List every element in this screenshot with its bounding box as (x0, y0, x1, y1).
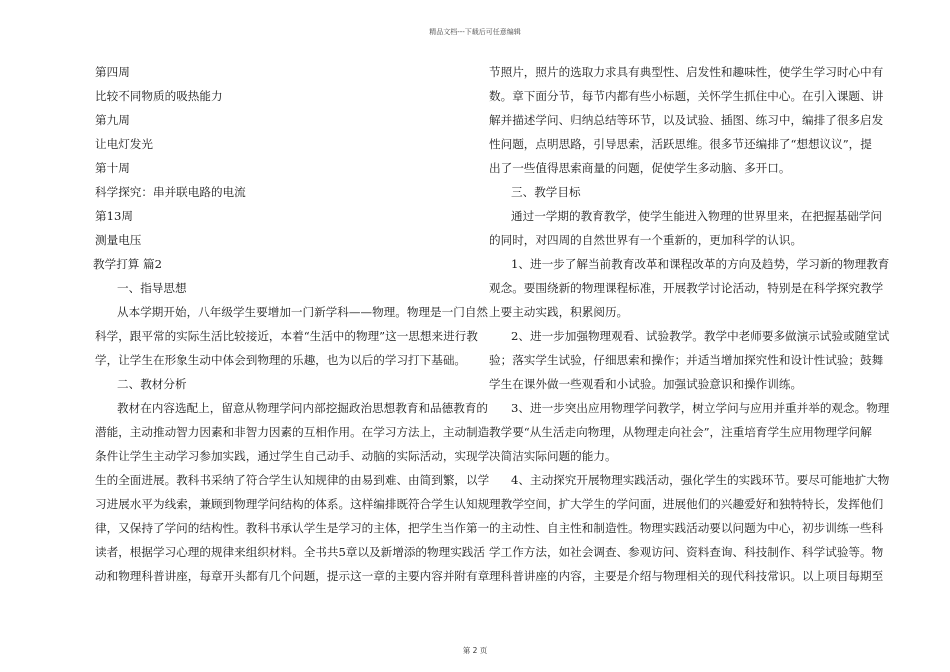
page-number: 第 2 页 (462, 646, 488, 655)
text-line: 生的全面进展。教科书采纳了符合学生认知规律的由易到难、由简到繁，以学 (95, 473, 490, 487)
text-line: 2、进一步加强物理观看、试验教学。教学中老师要多做演示试验或随堂试 (511, 329, 890, 343)
text-line: 学生在课外做一些观看和小试验。加强试验意识和操作训练。 (489, 377, 803, 391)
text-line: 1、进一步了解当前教育改革和课程改革的方向及趋势，学习新的物理教育 (511, 257, 890, 271)
text-line: 上要主动实践，积累阅历。 (489, 305, 629, 319)
text-line: 理教学空间，扩大学生的学问面，进展他们的兴趣爱好和独特特长，发挥他们 (489, 497, 884, 511)
left-text-column (93, 60, 490, 588)
text-line: 节照片，照片的选取力求具有典型性、启发性和趣味性，使学生学习时心中有 (489, 65, 884, 79)
text-line: 第13周 (95, 209, 133, 223)
text-line: 通过一学期的教育教学，使学生能进入物理的世界里来，在把握基础学问 (511, 209, 883, 223)
text-line: 教材在内容选配上，留意从物理学问内部挖掘政治思想教育和品德教育的 (117, 401, 489, 415)
text-line: 学工作方法，如社会调查、参观访问、资料查询、科技制作、科学试验等。物 (489, 545, 884, 559)
text-line: 解并描述学问、归纳总结等环节，以及试验、插图、练习中，编排了很多启发 (489, 113, 884, 127)
text-line: 科学，跟平常的实际生活比较接近，本着“生活中的物理”这一思想来进行教 (95, 329, 478, 343)
text-line: 测量电压 (95, 233, 142, 247)
text-line: 第十周 (95, 161, 130, 175)
text-line: 让电灯发光 (95, 137, 153, 151)
text-line: 出了一些值得思索商量的问题，促使学生多动脑、多开口。 (489, 161, 791, 175)
text-line: 观念。要围绕新的物理课程标准，开展教学讨论活动，特别是在科学探究教学 (489, 281, 884, 295)
right-text-column (489, 60, 890, 588)
text-line: 动和物理科普讲座，每章开头都有几个问题，提示这一章的主要内容并附有章 (95, 569, 490, 583)
text-line: 潜能，主动推动智力因素和非智力因素的互相作用。在学习方法上，主动制造 (95, 425, 490, 439)
text-line: 的主动性、自主性和制造性。物理实践活动要以问题为中心，初步训练一些科 (489, 521, 884, 535)
text-line: 比较不同物质的吸热能力 (95, 89, 223, 103)
text-line: 验；落实学生试验，仔细思索和操作；并适当增加探究性和设计性试验；鼓舞 (489, 353, 884, 367)
text-line: 决简洁实际问题的能力。 (489, 449, 617, 463)
text-line: 习进展水平为线索，兼顾到物理学问结构的体系。这样编排既符合学生认知规 (95, 497, 490, 511)
page-header: 精品文档---下载后可任意编辑 (429, 28, 521, 36)
text-line: 的同时，对四周的自然世界有一个重新的，更加科学的认识。 (489, 233, 803, 247)
text-line: 第四周 (95, 65, 130, 79)
text-line: 第九周 (95, 113, 130, 127)
text-line: 条件让学生主动学习参加实践，通过学生自己动手、动脑的实际活动，实现学 (95, 449, 490, 463)
text-line: 二、教材分析 (117, 377, 187, 391)
text-line: 律，又保持了学问的结构性。教科书承认学生是学习的主体，把学生当作第一 (95, 521, 490, 535)
text-line: 4、主动探究开展物理实践活动，强化学生的实践环节。要尽可能地扩大物 (511, 473, 890, 487)
text-line: 读者，根据学习心理的规律来组织材料。全书共5章以及新增添的物理实践活 (95, 545, 485, 559)
text-line: 科学探究：串并联电路的电流 (95, 185, 246, 199)
text-line: 学，让学生在形象生动中体会到物理的乐趣，也为以后的学习打下基础。 (95, 353, 467, 367)
text-line: 一、指导思想 (117, 281, 187, 295)
text-line: 数。章下面分节，每节内都有些小标题，关怀学生抓住中心。在引入课题、讲 (489, 89, 884, 103)
text-line: 理科普讲座的内容，主要是介绍与物理相关的现代科技常识。以上项目每期至 (489, 569, 884, 583)
text-line: 三、教学目标 (511, 185, 581, 199)
text-line: 性问题，点明思路，引导思索，活跃思维。很多节还编排了“想想议议”，提 (489, 137, 872, 151)
text-line: 从本学期开始，八年级学生要增加一门新学科——物理。物理是一门自然 (117, 305, 489, 319)
text-line: 3、进一步突出应用物理学问教学，树立学问与应用并重并举的观念。物理 (511, 401, 890, 415)
text-line: 教学打算 篇2 (93, 257, 163, 271)
text-line: 教学要“从生活走向物理，从物理走向社会”，注重培育学生应用物理学问解 (489, 425, 872, 439)
